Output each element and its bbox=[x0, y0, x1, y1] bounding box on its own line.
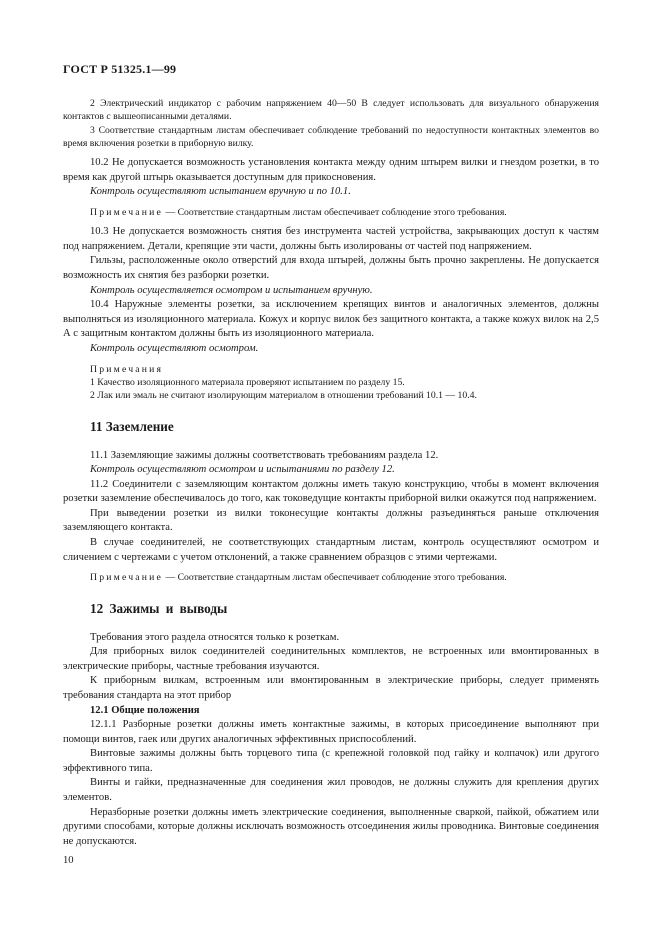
clause-12-1-1-c: Винты и гайки, предназначенные для соединения жил проводов, не должны служить для крепления других элементов. bbox=[63, 777, 599, 804]
clause-12-p1: Требования этого раздела относятся только к розеткам. bbox=[90, 631, 340, 643]
note-top-2: 2 Электрический индикатор с рабочим напряжением 40—50 В следует использовать для визуального обнаружения контактов с вышеописанными деталями. bbox=[63, 98, 599, 123]
clause-12-p3: К приборным вилкам, встроенным или вмонтированным в электрические приборы, следует применять требования стандарта на этот прибор bbox=[63, 675, 599, 701]
clause-10-4: 10.4 Наружные элементы розетки, за исключением крепящих винтов и аналогичных элементов, должны выполняться из изоляционного материала. Кожух и корпус вилок без защитного контакта, а также кожух вилок на 2,5 А с защитным контактом должны быть из изоляционного материала. bbox=[63, 299, 599, 340]
note-text: — Соответствие стандартным листам обеспечивает соблюдение этого требования. bbox=[163, 206, 507, 218]
section-12-title bbox=[90, 601, 599, 617]
note-10-4-2: 2 Лак или эмаль не считают изолирующим материалом в отношении требований 10.1 — 10.4. bbox=[90, 390, 477, 402]
clause-11-2-b: При выведении розетки из вилки токонесущие контакты должны разъединяться раньше отключения заземляющего контакта. bbox=[63, 507, 599, 534]
clause-12-p2: Для приборных вилок соединителей соединительных комплектов, не встроенных или вмонтированных в электрические приборы, частные требования изучаются. bbox=[63, 646, 599, 672]
notes-label-10-4 bbox=[63, 363, 599, 376]
note-10-4-1: 1 Качество изоляционного материала проверяют испытанием по разделу 15. bbox=[90, 376, 405, 388]
control-10-4: Контроль осуществляют осмотром. bbox=[90, 343, 259, 355]
section-12-title-text: 12 Зажимы и выводы bbox=[90, 600, 228, 616]
note-11 bbox=[63, 571, 599, 584]
clause-10-3: 10.3 Не допускается возможность снятия без инструмента частей устройства, закрывающих доступ к частям под напряжением. Детали, крепящие эти части, должны быть изолированы от частей под напряжением. bbox=[63, 226, 599, 252]
note-10-2 bbox=[63, 206, 599, 219]
document-header: ГОСТ Р 51325.1—99 bbox=[63, 62, 177, 76]
page-number: 10 bbox=[63, 855, 74, 866]
clause-12-1-1-d: Неразборные розетки должны иметь электрические соединения, выполненные сваркой, пайкой, обжатием или другими способами, которые должны исключать возможность отсоединения жилы проводника. Винтовые соединения не допускаются. bbox=[63, 806, 599, 847]
clause-11-2: 11.2 Соединители с заземляющим контактом должны иметь такую конструкцию, чтобы в момент включения розетки заземление обеспечивалось до того, как токоведущие контакты приборной вилки окажутся под напряжением. bbox=[63, 478, 599, 505]
control-11-1: Контроль осуществляют осмотром и испытаниями по разделу 12. bbox=[90, 464, 395, 476]
clause-10-3-b: Гильзы, расположенные около отверстий для входа штырей, должны быть прочно закреплены. Не допускается возможность их снятия без разборки розетки. bbox=[63, 255, 599, 282]
note-text: — Соответствие стандартным листам обеспечивает соблюдение этого требования. bbox=[163, 572, 507, 584]
control-10-3: Контроль осуществляется осмотром и испытанием вручную. bbox=[90, 284, 373, 296]
clause-12-1-1: 12.1.1 Разборные розетки должны иметь контактные зажимы, в которых присоединение выполняют при помощи винтов, гаек или других аналогичных эффективных приспособлений. bbox=[63, 719, 599, 745]
note-top-3: 3 Соответствие стандартным листам обеспечивает соблюдение требований по недоступности контактных элементов во время включения розетки в приборную вилку. bbox=[63, 124, 599, 149]
clause-12-1-1-b: Винтовые зажимы должны быть торцевого типа (с крепежной головкой под гайку и колпачок) или другого эффективного типа. bbox=[63, 748, 599, 774]
document-page bbox=[63, 62, 599, 849]
clause-11-1: 11.1 Заземляющие зажимы должны соответствовать требованиям раздела 12. bbox=[90, 449, 439, 461]
section-11-title: 11 Заземление bbox=[90, 418, 174, 434]
notes-label: Примечания bbox=[90, 363, 164, 375]
control-10-2: Контроль осуществляют испытанием вручную и по 10.1. bbox=[90, 186, 351, 198]
clause-11-2-c: В случае соединителей, не соответствующих стандартным листам, контроль осуществляют осмотром и сличением с чертежами с учетом отклонений, а также сравнением образцов с этими чертежами. bbox=[63, 537, 599, 563]
subsection-12-1-title: 12.1 Общие положения bbox=[90, 704, 200, 716]
note-label: Примечание bbox=[90, 206, 164, 218]
clause-10-2: 10.2 Не допускается возможность установления контакта между одним штырем вилки и гнездом розетки, в то время как другой штырь оказывается доступным для прикосновения. bbox=[63, 157, 599, 183]
note-label: Примечание bbox=[90, 572, 164, 584]
